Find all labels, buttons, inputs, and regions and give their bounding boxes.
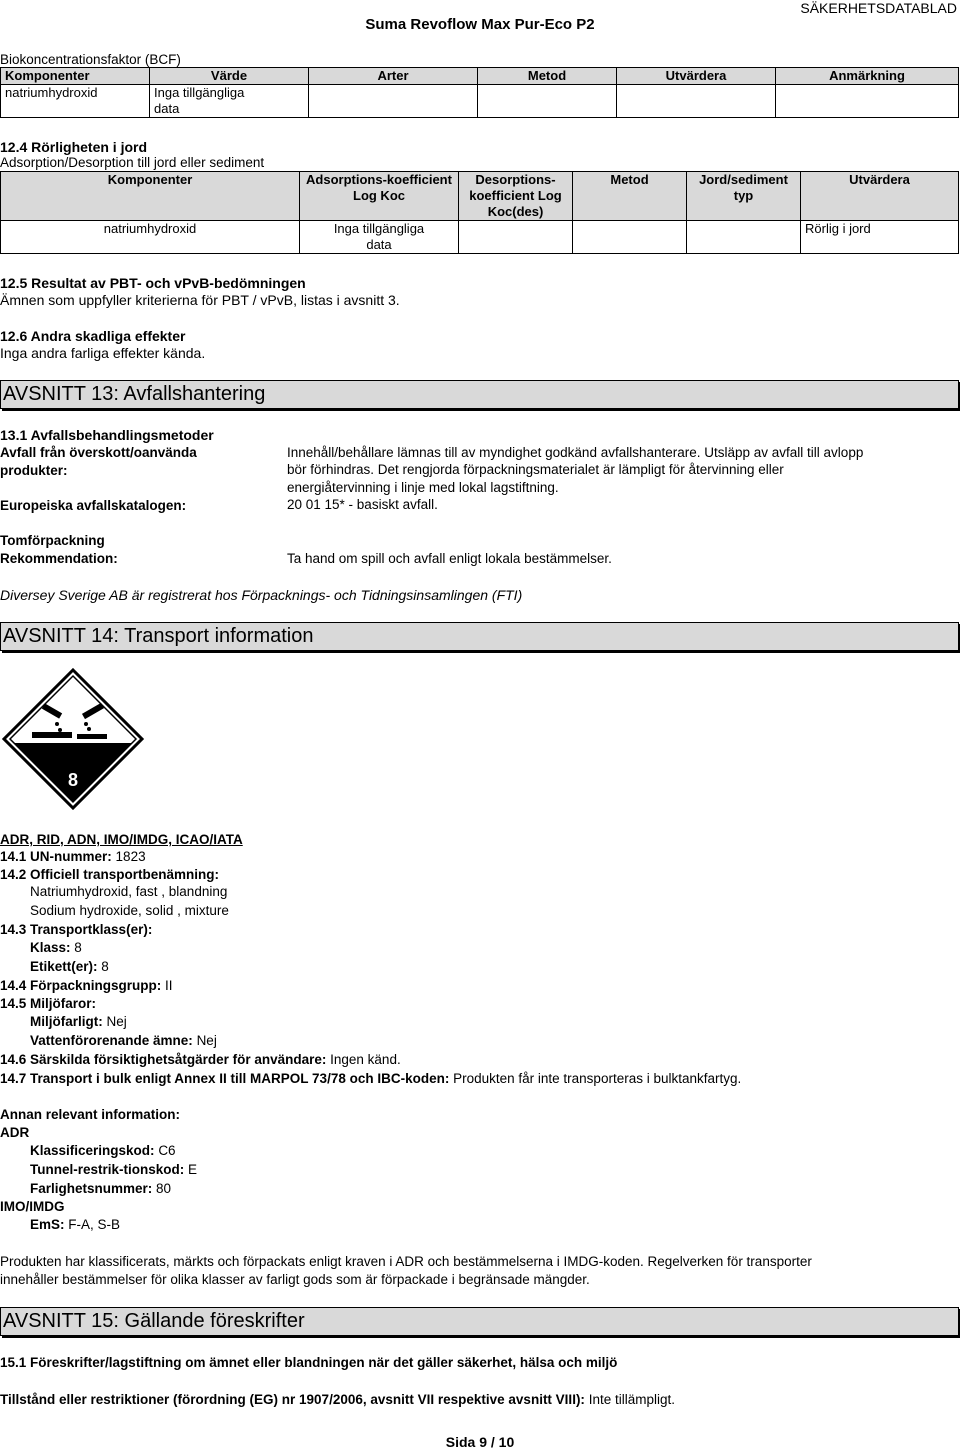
section-13-heading: AVSNITT 13: Avfallshantering <box>0 380 959 409</box>
table-cell <box>459 221 573 254</box>
env-row-2 <box>30 1033 217 1048</box>
env-label-2: Vattenförorenande ämne: <box>30 1033 193 1048</box>
table-cell <box>309 85 478 118</box>
col-header: Desorptions-koefficient Log Koc(des) <box>459 172 573 221</box>
hazard-number-label: Farlighetsnummer: <box>30 1181 153 1196</box>
special-precautions-label: 14.6 Särskilda försiktighetsåtgärder för användare: <box>0 1052 327 1067</box>
cell-text: Inga tillgängliga data <box>154 85 245 116</box>
col-header: Komponenter <box>1 68 150 85</box>
env-row-1 <box>30 1014 127 1029</box>
shipping-name-sv: Natriumhydroxid, fast , blandning <box>30 884 228 899</box>
table-cell <box>687 221 801 254</box>
ems-label: EmS: <box>30 1217 65 1232</box>
col-header: Arter <box>309 68 478 85</box>
fti-note: Diversey Sverige AB är registrerat hos Förpacknings- och Tidningsinsamlingen (FTI) <box>0 587 523 603</box>
env-label-1: Miljöfarligt: <box>30 1014 103 1029</box>
col-header: Utvärdera <box>801 172 959 221</box>
packing-group-label: 14.4 Förpackningsgrupp: <box>0 978 162 993</box>
transport-paragraph-1: Produkten har klassificerats, märkts och förpackats enligt kraven i ADR och bestämmelserna i IMDG-koden. Regelverken för transporter <box>0 1254 812 1269</box>
section-12-4-title: 12.4 Rörligheten i jord <box>0 139 148 155</box>
shipping-name-label: 14.2 Officiell transportbenämning: <box>0 867 220 882</box>
cell-text: Inga tillgängliga data <box>333 221 425 252</box>
waste-label-2: produkter: <box>0 463 68 478</box>
special-precautions-row <box>0 1052 401 1067</box>
klass-row <box>30 940 82 955</box>
imdg-label: IMO/IMDG <box>0 1199 65 1214</box>
section-15-1-title: 15.1 Föreskrifter/lagstiftning om ämnet eller blandningen när det gäller säkerhet, hälsa och miljö <box>0 1355 618 1370</box>
empty-packaging-label: Tomförpackning <box>0 533 105 548</box>
restrictions-row <box>0 1392 675 1407</box>
bulk-transport-label: 14.7 Transport i bulk enligt Annex II till MARPOL 73/78 och IBC-koden: <box>0 1071 450 1086</box>
bulk-transport-value: Produkten får inte transporteras i bulktankfartyg. <box>453 1071 742 1086</box>
document-type: SÄKERHETSDATABLAD <box>800 0 957 16</box>
classification-code-row <box>30 1143 176 1158</box>
pictogram-class-number: 8 <box>67 770 79 790</box>
section-12-5-title: 12.5 Resultat av PBT- och vPvB-bedömningen <box>0 275 306 291</box>
col-header: Metod <box>478 68 617 85</box>
col-header: Värde <box>150 68 309 85</box>
section-12-5-text: Ämnen som uppfyller kriterierna för PBT / vPvB, listas i avsnitt 3. <box>0 292 400 308</box>
packing-group-row <box>0 978 173 993</box>
col-header: Jord/sediment typ <box>687 172 801 221</box>
section-15-heading: AVSNITT 15: Gällande föreskrifter <box>0 1307 959 1336</box>
document-title: Suma Revoflow Max Pur-Eco P2 <box>365 16 595 33</box>
col-header: Komponenter <box>1 172 300 221</box>
table-cell <box>478 85 617 118</box>
env-hazards-label: 14.5 Miljöfaror: <box>0 996 97 1011</box>
table-row <box>1 221 959 254</box>
section-12-6-text: Inga andra farliga effekter kända. <box>0 345 206 361</box>
klass-label: Klass: <box>30 940 71 955</box>
table-row <box>1 85 959 118</box>
waste-text-2: bör förhindras. Det rengjorda förpackningsmaterialet är lämpligt för återvinning eller <box>287 462 784 477</box>
etikett-value: 8 <box>101 959 109 974</box>
bulk-transport-row <box>0 1071 741 1086</box>
table-cell <box>776 85 959 118</box>
transport-class-label: 14.3 Transportklass(er): <box>0 922 153 937</box>
page-number: Sida 9 / 10 <box>445 1434 515 1450</box>
ems-row <box>30 1217 120 1232</box>
packing-group-value: II <box>165 978 173 993</box>
table-cell <box>150 85 309 118</box>
recommendation-label: Rekommendation: <box>0 551 118 566</box>
transport-paragraph-2: innehåller bestämmelser för olika klasser av farligt gods som är förpackade i begränsade mängder. <box>0 1272 590 1287</box>
un-label: 14.1 UN-nummer: <box>0 849 112 864</box>
classification-code-value: C6 <box>158 1143 176 1158</box>
hazard-number-value: 80 <box>156 1181 172 1196</box>
table-cell: natriumhydroxid <box>1 221 300 254</box>
waste-text-1: Innehåll/behållare lämnas till av myndighet godkänd avfallshanterare. Utsläpp av avfall till avlopp <box>287 445 864 460</box>
mobility-table <box>0 171 959 254</box>
table-header-row <box>1 68 959 85</box>
col-header: Metod <box>573 172 687 221</box>
tunnel-code-row <box>30 1162 197 1177</box>
etikett-label: Etikett(er): <box>30 959 98 974</box>
un-number-row <box>0 849 146 864</box>
env-value-1: Nej <box>106 1014 127 1029</box>
special-precautions-value: Ingen känd. <box>330 1052 401 1067</box>
un-value: 1823 <box>115 849 146 864</box>
section-12-6-title: 12.6 Andra skadliga effekter <box>0 328 186 344</box>
table-cell <box>617 85 776 118</box>
klass-value: 8 <box>74 940 82 955</box>
catalog-label: Europeiska avfallskatalogen: <box>0 498 187 513</box>
env-value-2: Nej <box>196 1033 217 1048</box>
waste-text-3: energiåtervinning i linje med lokal lagstiftning. <box>287 480 559 495</box>
regulations-title: ADR, RID, ADN, IMO/IMDG, ICAO/IATA <box>0 832 243 847</box>
ems-value: F-A, S-B <box>68 1217 121 1232</box>
bcf-title: Biokoncentrationsfaktor (BCF) <box>0 52 181 67</box>
etikett-row <box>30 959 109 974</box>
restrictions-value: Inte tillämpligt. <box>588 1392 675 1407</box>
other-info-label: Annan relevant information: <box>0 1107 181 1122</box>
section-13-1-title: 13.1 Avfallsbehandlingsmetoder <box>0 427 214 443</box>
recommendation-value: Ta hand om spill och avfall enligt lokala bestämmelser. <box>287 551 612 566</box>
adr-label: ADR <box>0 1125 30 1140</box>
tunnel-code-label: Tunnel-restrik-tionskod: <box>30 1162 185 1177</box>
col-header: Adsorptions-koefficient Log Koc <box>300 172 459 221</box>
hazard-number-row <box>30 1181 171 1196</box>
col-header: Utvärdera <box>617 68 776 85</box>
tunnel-code-value: E <box>188 1162 198 1177</box>
bcf-table <box>0 67 959 118</box>
waste-label: Avfall från överskott/oanvända <box>0 445 197 460</box>
col-header: Anmärkning <box>776 68 959 85</box>
table-cell <box>573 221 687 254</box>
classification-code-label: Klassificeringskod: <box>30 1143 155 1158</box>
table-cell: Rörlig i jord <box>801 221 959 254</box>
section-12-4-subtitle: Adsorption/Desorption till jord eller sediment <box>0 155 265 170</box>
restrictions-label: Tillstånd eller restriktioner (förordning (EG) nr 1907/2006, avsnitt VII respektive avsnitt VIII): <box>0 1392 585 1407</box>
catalog-value: 20 01 15* - basiskt avfall. <box>287 497 438 512</box>
table-cell: natriumhydroxid <box>1 85 150 118</box>
table-cell <box>300 221 459 254</box>
table-header-row <box>1 172 959 221</box>
corrosive-pictogram <box>2 668 144 810</box>
section-14-heading: AVSNITT 14: Transport information <box>0 622 959 651</box>
shipping-name-en: Sodium hydroxide, solid , mixture <box>30 903 229 918</box>
